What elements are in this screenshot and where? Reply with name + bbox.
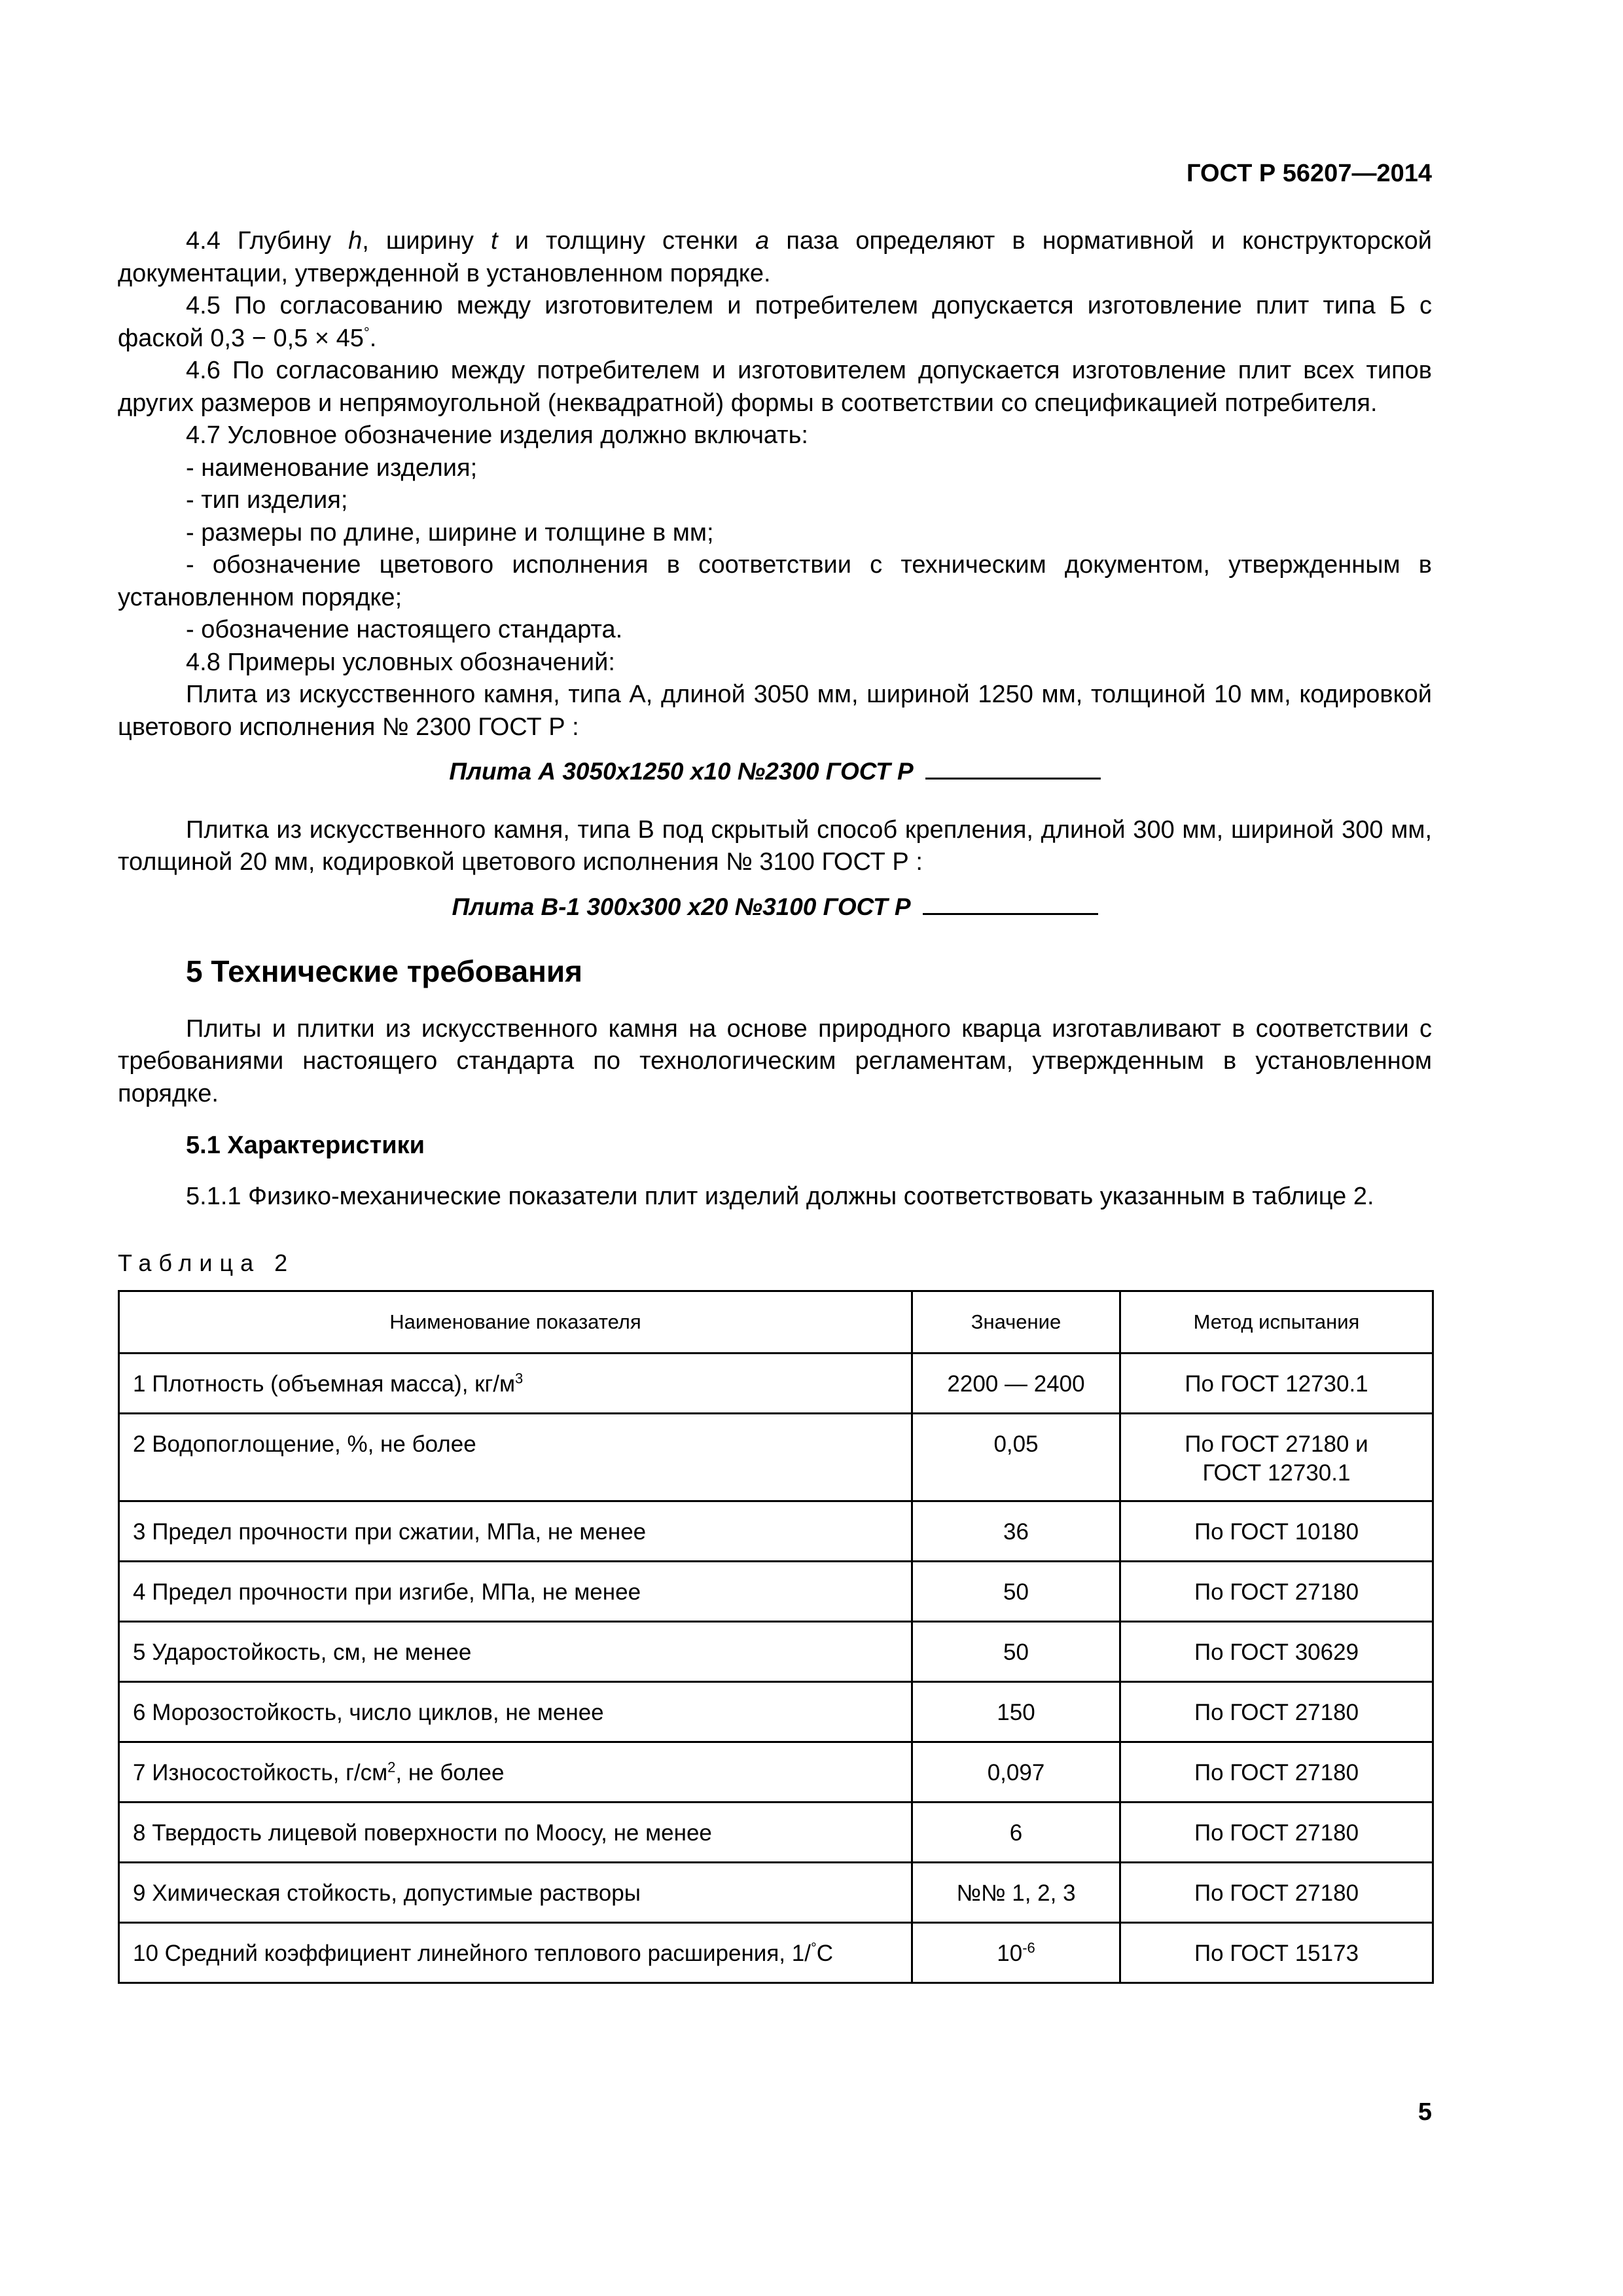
example-1-description: Плита из искусственного камня, типа А, длиной 3050 мм, шириной 1250 мм, толщиной 10 мм, кодировкой цветового исполнения № 2300 ГОСТ Р : [118,681,1432,741]
page-number: 5 [1418,2098,1432,2126]
paragraph-4-4-text-c: и толщину стенки [497,227,756,255]
table-row [119,1922,1433,1982]
example-1-blank-line [925,758,1101,780]
section-5-intro: Плиты и плитки из искусственного камня на основе природного кварца изготавливают в соответствии с требованиями настоящего стандарта по технологическим регламентам, утвержденным в установленном порядке. [118,1014,1432,1107]
example-2-description: Плитка из искусственного камня, типа В под скрытый способ крепления, длиной 300 мм, шириной 300 мм, толщиной 20 мм, кодировкой цветового исполнения № 3100 ГОСТ Р : [118,816,1432,876]
cell-name-superscript: 3 [515,1369,524,1386]
cell-name: 5 Ударостойкость, см, не менее [119,1621,912,1681]
cell-name-end: С [816,1940,834,1966]
table-row [119,1561,1433,1621]
cell-value: 50 [912,1561,1120,1621]
degree-superscript: ° [363,323,370,340]
cell-name: 4 Предел прочности при изгибе, МПа, не менее [119,1561,912,1621]
cell-name: 9 Химическая стойкость, допустимые растворы [119,1862,912,1922]
header-test-method: Метод испытания [1120,1291,1433,1353]
example-2-designation [118,891,1432,924]
table-row [119,1621,1433,1681]
paragraph-4-4-text-b: , ширину [362,227,491,255]
cell-method [1120,1413,1433,1501]
cell-value: 150 [912,1681,1120,1742]
cell-value-superscript: -6 [1022,1939,1035,1956]
paragraph-4-4-text-a: 4.4 Глубину [186,227,349,255]
table-header-row [119,1291,1433,1353]
list-item: - тип изделия; [186,486,348,514]
cell-name [119,1742,912,1802]
paragraph-4-4-text-d: паза определяют в нормативной и конструкторской документации, утвержденной в установленном порядке. [118,227,1432,287]
characteristics-table [118,1290,1434,1984]
cell-value-text: 10 [997,1940,1023,1966]
cell-name: 3 Предел прочности при сжатии, МПа, не менее [119,1501,912,1561]
paragraph-4-6: 4.6 По согласованию между потребителем и изготовителем допускается изготовление плит всех типов других размеров и непрямоугольной (неквадратной) формы в соответствии со спецификацией потребителя. [118,357,1432,417]
paragraph-4-5-end: . [369,324,377,352]
table-row [119,1413,1433,1501]
document-body [118,225,1432,1984]
cell-name-superscript: ° [810,1939,817,1956]
cell-method: По ГОСТ 27180 [1120,1862,1433,1922]
table-caption: Таблица 2 [118,1249,295,1276]
cell-name [119,1922,912,1982]
cell-value: 36 [912,1501,1120,1561]
subsection-5-1-title: 5.1 Характеристики [186,1132,425,1159]
paragraph-4-5 [118,290,1432,355]
table-row [119,1501,1433,1561]
paragraph-5-1-1: 5.1.1 Физико-механические показатели плит изделий должны соответствовать указанным в таблице 2. [186,1182,1374,1210]
section-5-title: 5 Технические требования [186,954,582,988]
cell-method: По ГОСТ 12730.1 [1120,1353,1433,1413]
table-row [119,1742,1433,1802]
cell-name: 2 Водопоглощение, %, не более [119,1413,912,1501]
cell-name-superscript: 2 [387,1758,396,1775]
cell-name: 6 Морозостойкость, число циклов, не менее [119,1681,912,1742]
paragraph-4-4 [118,225,1432,290]
cell-name: 8 Твердость лицевой поверхности по Моосу, не менее [119,1802,912,1862]
table-row [119,1681,1433,1742]
cell-value: 0,097 [912,1742,1120,1802]
cell-value: 0,05 [912,1413,1120,1501]
cell-method: По ГОСТ 27180 [1120,1681,1433,1742]
paragraph-4-7: 4.7 Условное обозначение изделия должно включать: [186,422,808,449]
header-indicator-name: Наименование показателя [119,1291,912,1353]
variable-a: a [755,227,770,255]
cell-value: 50 [912,1621,1120,1681]
cell-method: По ГОСТ 27180 [1120,1802,1433,1862]
cell-name-end: , не более [395,1759,505,1785]
list-item: - наименование изделия; [186,454,478,482]
cell-value: №№ 1, 2, 3 [912,1862,1120,1922]
variable-h: h [348,227,363,255]
cell-name-text: 7 Износостойкость, г/см [133,1759,388,1785]
cell-method-line-2: ГОСТ 12730.1 [1202,1460,1351,1486]
cell-method: По ГОСТ 30629 [1120,1621,1433,1681]
cell-method: По ГОСТ 27180 [1120,1561,1433,1621]
cell-value: 6 [912,1802,1120,1862]
list-item: - размеры по длине, ширине и толщине в мм; [186,518,714,547]
variable-t: t [491,227,498,255]
cell-value [912,1922,1120,1982]
page-header-standard-code: ГОСТ Р 56207—2014 [1186,160,1432,187]
paragraph-4-8: 4.8 Примеры условных обозначений: [186,648,615,676]
list-item: - обозначение настоящего стандарта. [186,616,623,643]
cell-name-text: 1 Плотность (объемная масса), кг/м [133,1371,516,1397]
example-1-code: Плита А 3050х1250 х10 №2300 ГОСТ Р [449,758,914,785]
table-row [119,1353,1433,1413]
cell-name [119,1353,912,1413]
header-value: Значение [912,1291,1120,1353]
cell-value: 2200 — 2400 [912,1353,1120,1413]
example-2-code: Плита В-1 300х300 х20 №3100 ГОСТ Р [452,893,911,920]
cell-name-text: 10 Средний коэффициент линейного теплового расширения, 1/ [133,1940,811,1966]
list-item: - обозначение цветового исполнения в соответствии с техническим документом, утвержденным в установленном порядке; [118,551,1432,611]
example-1-designation [118,755,1432,788]
cell-method: По ГОСТ 10180 [1120,1501,1433,1561]
cell-method-line-1: По ГОСТ 27180 и [1185,1431,1368,1457]
paragraph-4-5-text: 4.5 По согласованию между изготовителем и потребителем допускается изготовление плит типа Б с фаской 0,3 − 0,5 × 45 [118,292,1432,352]
table-row [119,1802,1433,1862]
example-2-blank-line [923,893,1098,915]
cell-method: По ГОСТ 27180 [1120,1742,1433,1802]
cell-method: По ГОСТ 15173 [1120,1922,1433,1982]
table-row [119,1862,1433,1922]
